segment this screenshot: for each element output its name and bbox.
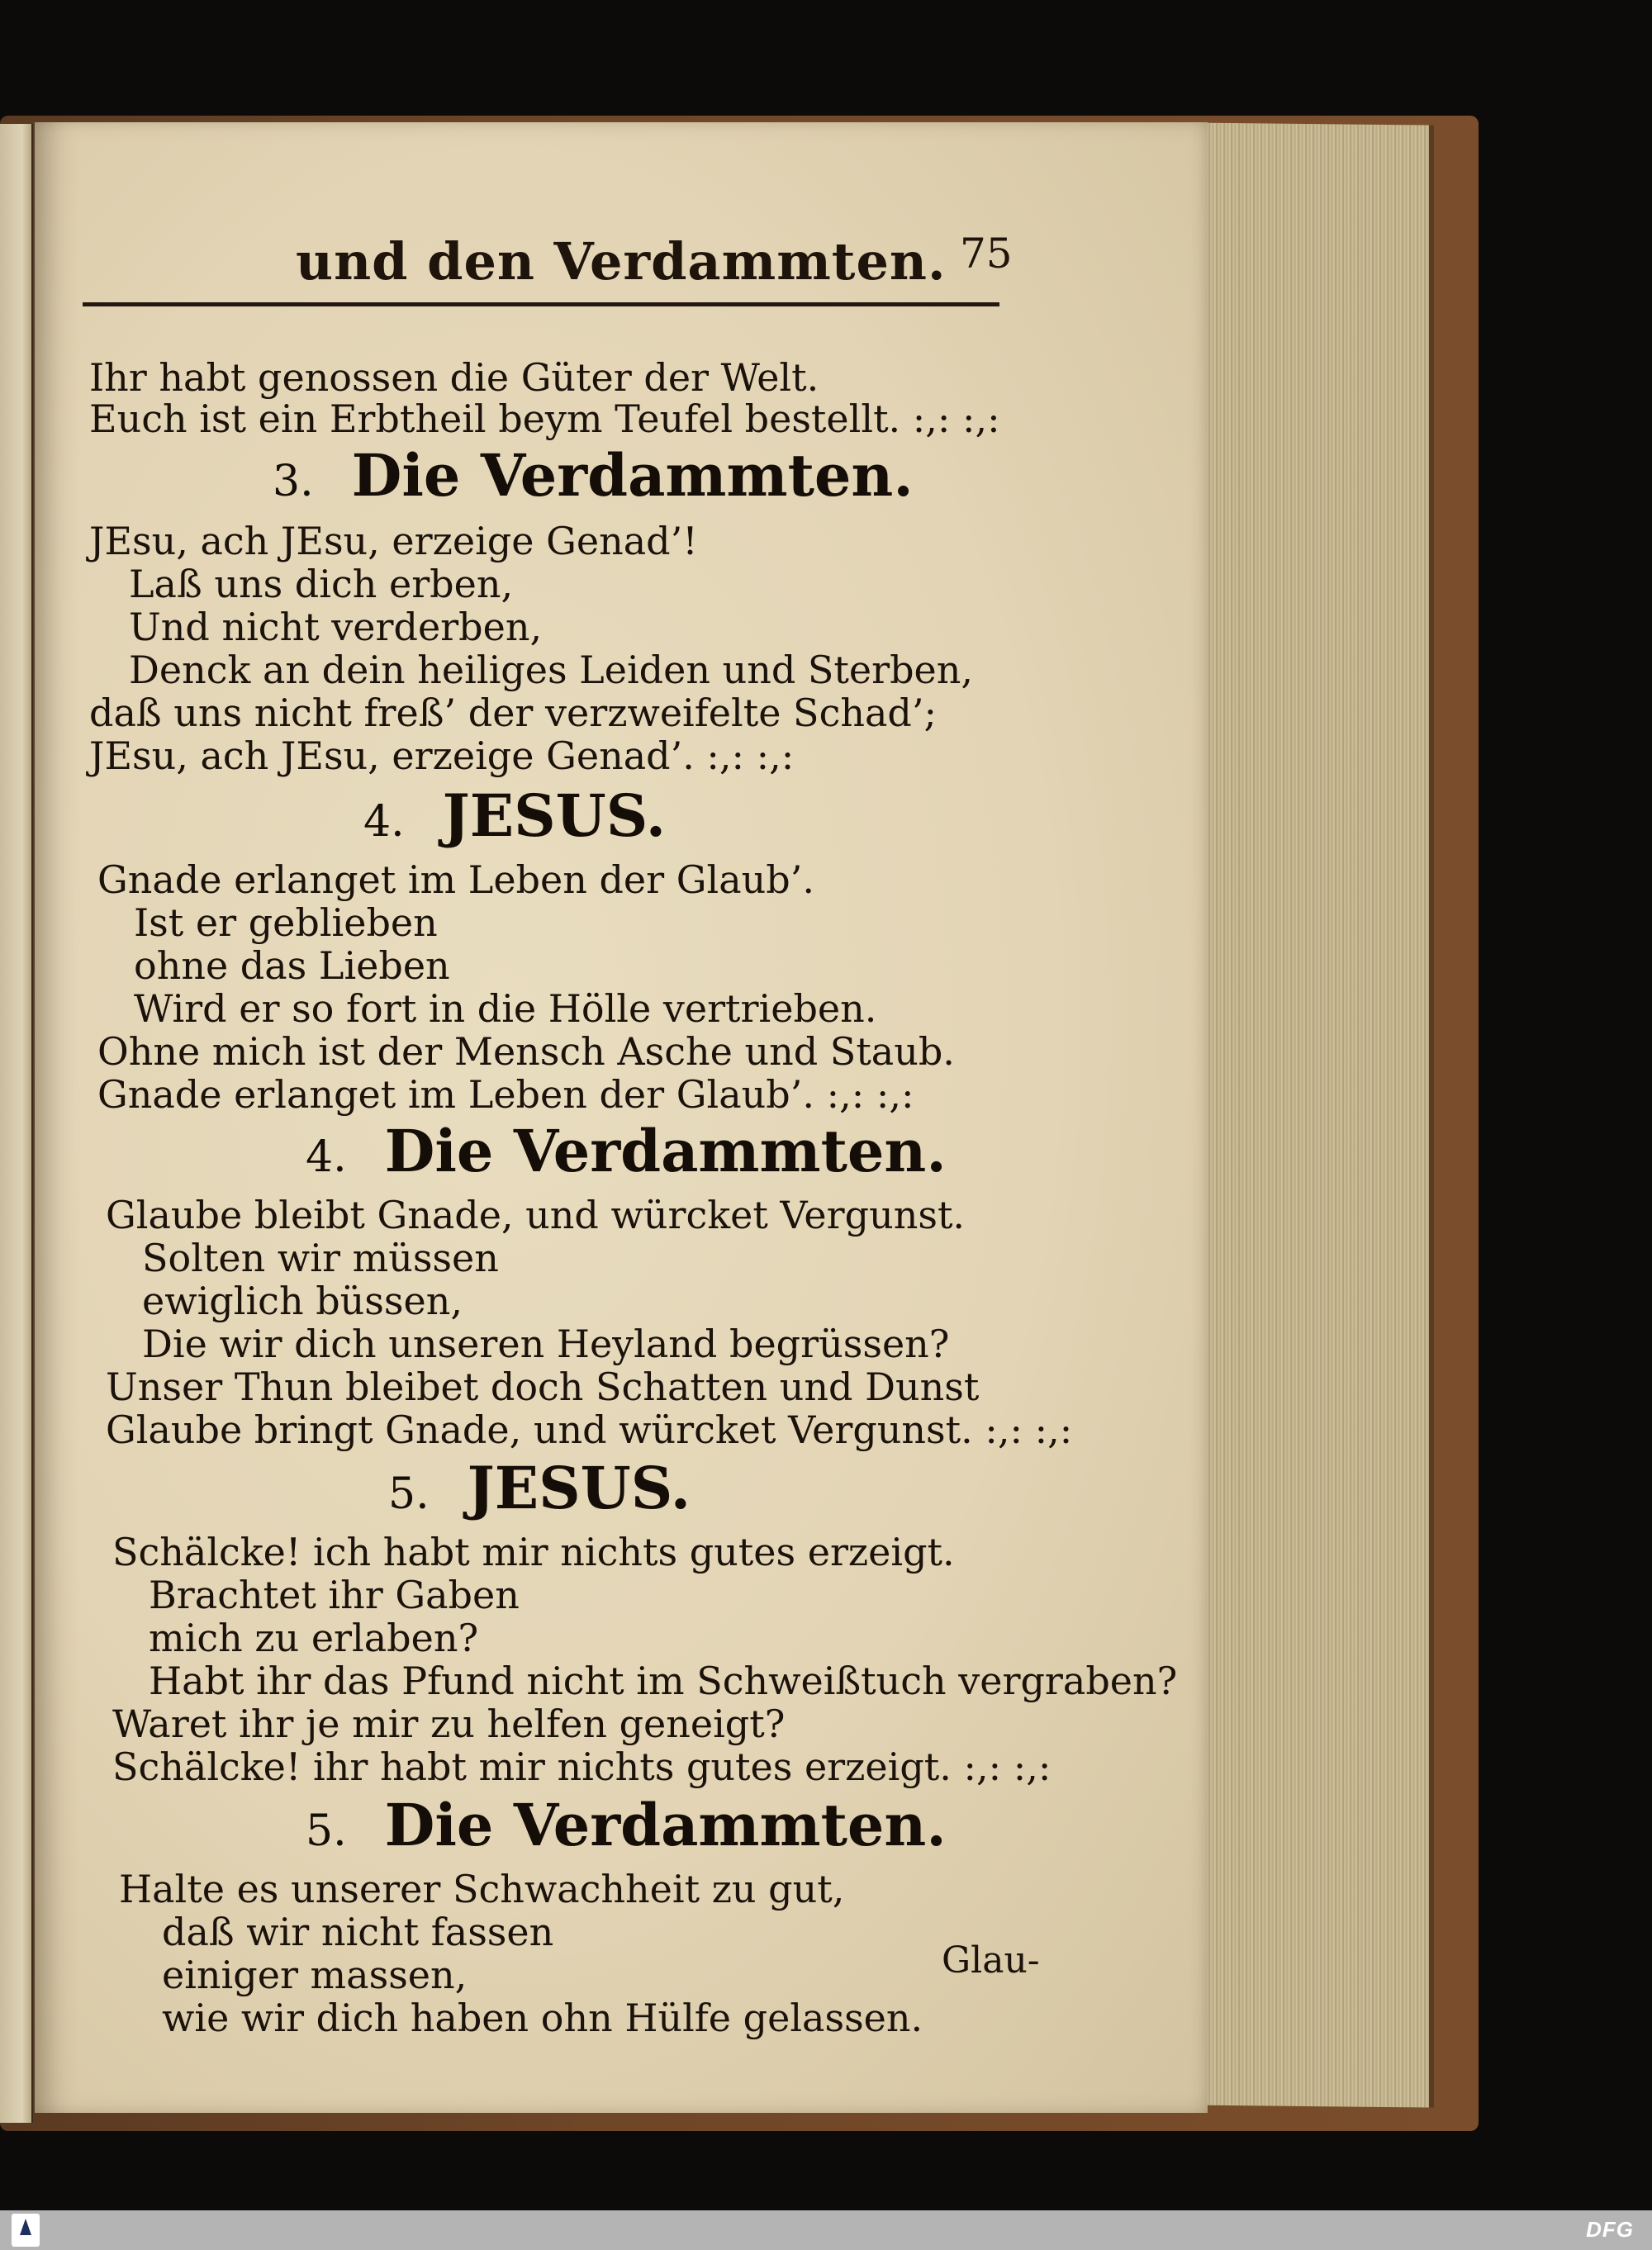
verse-line: daß uns nicht freß’ der verzweifelte Schad’;: [89, 691, 937, 735]
verse-line: Gnade erlanget im Leben der Glaub’.: [97, 857, 814, 902]
dfg-logo: DFG: [1586, 2217, 1634, 2242]
verse-line: Schälcke! ich habt mir nichts gutes erzeigt.: [112, 1530, 955, 1574]
section-heading: [273, 441, 914, 513]
section-heading: [363, 781, 667, 853]
verse-line: Habt ihr das Pfund nicht im Schweißtuch vergraben?: [149, 1659, 1178, 1703]
page-number: 75: [960, 230, 1013, 278]
page-header: [83, 223, 1013, 297]
verse-line: ewiglich büssen,: [142, 1279, 463, 1323]
verse-line: Brachtet ihr Gaben: [149, 1573, 520, 1617]
section-number: 3.: [273, 457, 314, 506]
verse-line: mich zu erlaben?: [149, 1616, 479, 1660]
section-number: 5.: [388, 1469, 430, 1519]
verse-line: einiger massen,: [162, 1953, 468, 1997]
section-number: 5.: [306, 1806, 347, 1856]
verse-line: Ohne mich ist der Mensch Asche und Staub.: [97, 1029, 955, 1074]
left-page-edge: [0, 124, 33, 2123]
section-title: Die Verdammten.: [384, 1117, 947, 1185]
section-title: JESUS.: [467, 1454, 691, 1522]
header-rule: [83, 302, 999, 306]
verse-line: Denck an dein heiliges Leiden und Sterben,: [129, 648, 974, 692]
verse-line: Die wir dich unseren Heyland begrüssen?: [142, 1322, 950, 1366]
verse-line: daß wir nicht fassen: [162, 1910, 554, 1954]
section-number: 4.: [363, 797, 405, 847]
section-title: Die Verdammten.: [351, 441, 914, 510]
verse-line: Ihr habt genossen die Güter der Welt.: [89, 355, 819, 400]
section-heading: [306, 1117, 947, 1189]
section-heading: [388, 1454, 691, 1526]
verse-line: Und nicht verderben,: [129, 605, 543, 649]
catchword: Glau-: [942, 1939, 1040, 1982]
verse-line: JEsu, ach JEsu, erzeige Genad’. :,: :,:: [89, 733, 795, 778]
section-number: 4.: [306, 1132, 347, 1182]
verse-line: Halte es unserer Schwachheit zu gut,: [119, 1867, 845, 1911]
verse-line: Unser Thun bleibet doch Schatten und Dunst: [106, 1365, 980, 1409]
verse-line: JEsu, ach JEsu, erzeige Genad’!: [89, 519, 698, 563]
verse-line: ohne das Lieben: [134, 943, 450, 988]
verse-line: Glaube bringt Gnade, und würcket Vergunst. :,: :,:: [106, 1407, 1073, 1452]
verse-line: Gnade erlanget im Leben der Glaub’. :,: :,:: [97, 1072, 914, 1117]
section-heading: [306, 1791, 947, 1863]
library-logo-icon: [12, 2214, 40, 2247]
viewer-footer-bar: [0, 2210, 1652, 2250]
verse-line: Waret ihr je mir zu helfen geneigt?: [112, 1702, 786, 1746]
section-title: Die Verdammten.: [384, 1791, 947, 1859]
verse-line: Laß uns dich erben,: [129, 562, 514, 606]
verse-line: wie wir dich haben ohn Hülfe gelassen.: [162, 1996, 923, 2040]
verse-line: Glaube bleibt Gnade, und würcket Vergunst.: [106, 1193, 966, 1237]
verse-line: Solten wir müssen: [142, 1236, 499, 1280]
running-title: und den Verdammten.: [296, 231, 947, 292]
page-edge-stack: [1181, 122, 1434, 2107]
section-title: JESUS.: [442, 781, 667, 850]
verse-line: Schälcke! ihr habt mir nichts gutes erzeigt. :,: :,:: [112, 1744, 1051, 1789]
verse-line: Wird er so fort in die Hölle vertrieben.: [134, 986, 877, 1031]
verse-line: Ist er geblieben: [134, 900, 438, 945]
verse-line: Euch ist ein Erbtheil beym Teufel bestellt. :,: :,:: [89, 396, 1000, 441]
